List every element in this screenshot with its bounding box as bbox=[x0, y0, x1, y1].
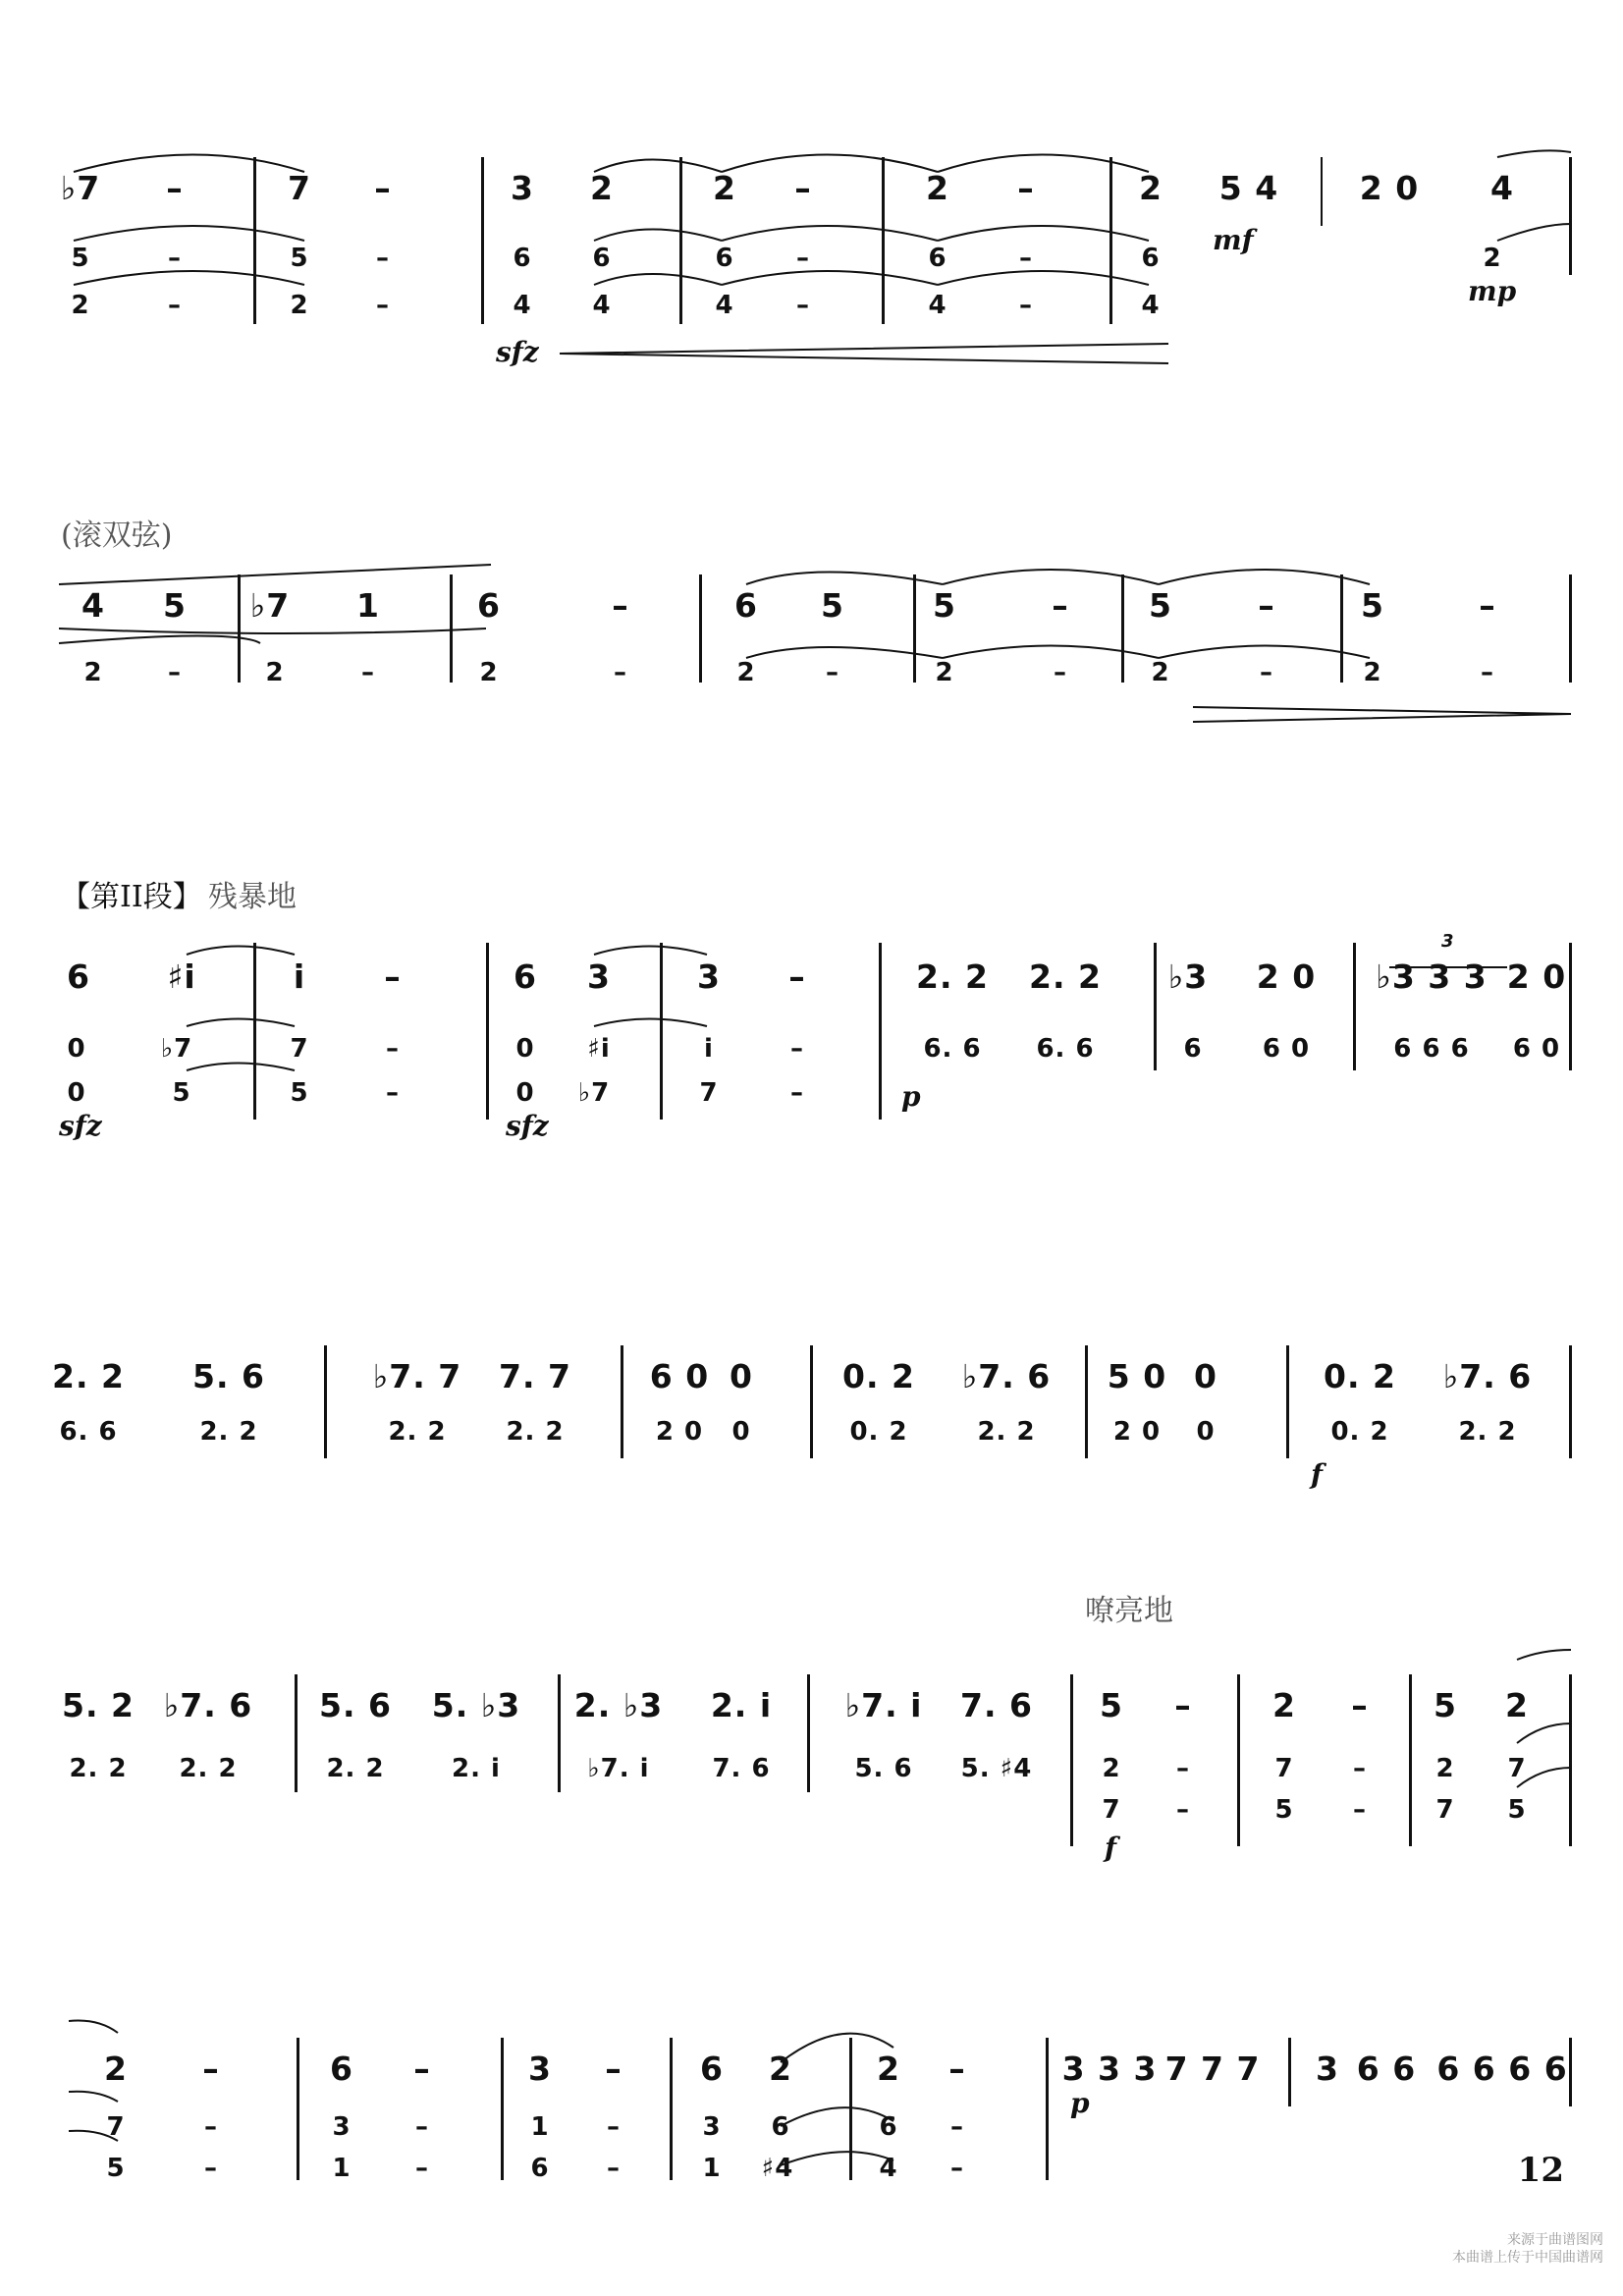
barline bbox=[1154, 943, 1157, 1070]
note: – bbox=[386, 1078, 400, 1108]
note: 5 bbox=[1507, 1795, 1527, 1825]
note: 7 bbox=[1435, 1795, 1455, 1825]
note: 4 bbox=[715, 291, 734, 320]
slur bbox=[69, 2021, 118, 2034]
note: 2 bbox=[479, 658, 499, 687]
note: 2. ♭3 bbox=[573, 1686, 664, 1724]
note: 2. 2 bbox=[506, 1417, 565, 1447]
note: 4 bbox=[879, 2154, 898, 2183]
note: 2. 2 bbox=[179, 1754, 238, 1783]
note: – bbox=[796, 244, 810, 273]
note: – bbox=[950, 2154, 964, 2183]
staff-bot bbox=[0, 1080, 1623, 1123]
note: – bbox=[1353, 1754, 1367, 1783]
note: 0 bbox=[515, 1034, 535, 1064]
note: 6 bbox=[928, 244, 947, 273]
note: 2 bbox=[1435, 1754, 1455, 1783]
barline bbox=[324, 1345, 327, 1458]
staff-top bbox=[0, 169, 1623, 215]
note: – bbox=[1353, 1795, 1367, 1825]
slur bbox=[938, 155, 1149, 173]
slur bbox=[1159, 570, 1370, 584]
note: ♭3 3 3 bbox=[1376, 957, 1488, 996]
slur bbox=[74, 155, 304, 173]
note: 2 bbox=[265, 658, 285, 687]
note: 5 bbox=[1149, 586, 1172, 625]
note: 5 bbox=[821, 586, 844, 625]
note: 5 0 bbox=[1107, 1357, 1167, 1395]
note: 2. 2 bbox=[977, 1417, 1036, 1447]
barline bbox=[670, 2038, 673, 2180]
barline bbox=[849, 2038, 852, 2180]
note: – bbox=[788, 957, 806, 996]
staff-bot bbox=[0, 660, 1623, 703]
triplet-number: 3 bbox=[1441, 931, 1454, 952]
note: 2 bbox=[104, 2050, 128, 2088]
barline bbox=[1569, 157, 1572, 275]
note: – bbox=[794, 169, 812, 207]
barline bbox=[481, 157, 484, 324]
note: 2 bbox=[290, 291, 309, 320]
note: – bbox=[1260, 658, 1273, 687]
watermark bbox=[1452, 2231, 1603, 2267]
note: ♯i bbox=[167, 957, 196, 996]
note: 6 bbox=[879, 2112, 898, 2142]
note: 5 bbox=[1361, 586, 1384, 625]
note: – bbox=[1176, 1754, 1190, 1783]
note: – bbox=[1176, 1795, 1190, 1825]
section-label: 【第II段】 bbox=[61, 880, 202, 914]
note: ♭7. i bbox=[844, 1686, 923, 1724]
watermark-text: 来源于曲谱图网 bbox=[1507, 2232, 1603, 2248]
barline bbox=[253, 943, 256, 1120]
note: 5. 6 bbox=[854, 1754, 913, 1783]
note: ♭7 bbox=[249, 586, 291, 625]
note: 6 bbox=[477, 586, 501, 625]
note: 2 bbox=[83, 658, 103, 687]
note: 6 6 bbox=[1356, 2050, 1417, 2088]
dynamic-mark: p bbox=[1070, 2087, 1090, 2119]
barline bbox=[879, 943, 882, 1120]
barline bbox=[501, 2038, 504, 2180]
note: 6 bbox=[734, 586, 758, 625]
note: 5 bbox=[1274, 1795, 1294, 1825]
note: – bbox=[605, 2050, 622, 2088]
note: 6 bbox=[1183, 1034, 1203, 1064]
note: 6 0 bbox=[1512, 1034, 1561, 1064]
dynamic-mark: f bbox=[1311, 1458, 1324, 1491]
note: – bbox=[1351, 1686, 1369, 1724]
note: 6. 6 bbox=[59, 1417, 118, 1447]
note: 6 bbox=[1141, 244, 1161, 273]
slur bbox=[594, 947, 707, 956]
barline bbox=[1321, 157, 1323, 226]
dynamic-mark: sfz bbox=[496, 336, 539, 368]
barline bbox=[1409, 1674, 1412, 1846]
note: 2 bbox=[1151, 658, 1170, 687]
slur bbox=[59, 636, 260, 644]
barline bbox=[253, 157, 256, 324]
note: 7 bbox=[290, 1034, 309, 1064]
note: 7 bbox=[1102, 1795, 1121, 1825]
note: 3 bbox=[1316, 2050, 1339, 2088]
note: 4 bbox=[81, 586, 105, 625]
note: – bbox=[384, 957, 402, 996]
note: 2. 2 bbox=[916, 957, 989, 996]
slur bbox=[1159, 646, 1370, 659]
barline bbox=[1569, 943, 1572, 1070]
barline bbox=[486, 943, 489, 1120]
note: 6 6 6 bbox=[1393, 1034, 1470, 1064]
barline bbox=[810, 1345, 813, 1458]
staff-bot bbox=[0, 2156, 1623, 2199]
barline bbox=[1288, 2038, 1291, 2106]
note: 2. 2 bbox=[1029, 957, 1102, 996]
note: 7 bbox=[699, 1078, 719, 1108]
barline bbox=[1046, 2038, 1049, 2180]
barline bbox=[679, 157, 682, 324]
staff-mid bbox=[0, 1036, 1623, 1079]
barline bbox=[1085, 1345, 1088, 1458]
barline bbox=[1286, 1345, 1289, 1458]
slur bbox=[594, 230, 722, 242]
note: 7. 7 bbox=[499, 1357, 571, 1395]
note: 0 bbox=[515, 1078, 535, 1108]
barline bbox=[1070, 1674, 1073, 1846]
note: 2. i bbox=[710, 1686, 773, 1724]
note: 2 bbox=[1363, 658, 1382, 687]
barline bbox=[1569, 1674, 1572, 1846]
note: 0 bbox=[731, 1417, 751, 1447]
note: ♯4 bbox=[761, 2154, 794, 2183]
note: 3 bbox=[702, 2112, 722, 2142]
note: – bbox=[826, 658, 839, 687]
note: 2. 2 bbox=[69, 1754, 128, 1783]
note: – bbox=[168, 291, 182, 320]
note: – bbox=[1052, 586, 1069, 625]
barline bbox=[1569, 2038, 1572, 2106]
note: – bbox=[1174, 1686, 1192, 1724]
barline bbox=[1569, 574, 1572, 683]
note: ♭3 bbox=[1167, 957, 1209, 996]
note: 6 bbox=[530, 2154, 550, 2183]
note: 2 bbox=[877, 2050, 900, 2088]
note: 3 3 3 bbox=[1061, 2050, 1158, 2088]
note: 5 bbox=[933, 586, 956, 625]
note: 7 bbox=[106, 2112, 126, 2142]
note: – bbox=[376, 244, 390, 273]
note: – bbox=[950, 2112, 964, 2142]
note: 2. 2 bbox=[388, 1417, 447, 1447]
note: – bbox=[1258, 586, 1275, 625]
expression-label: 残暴地 bbox=[208, 880, 297, 914]
note: 2. i bbox=[452, 1754, 501, 1783]
note: – bbox=[948, 2050, 966, 2088]
note: 0 bbox=[1194, 1357, 1217, 1395]
watermark-text: 本曲谱上传于中国曲谱网 bbox=[1452, 2250, 1603, 2267]
slur bbox=[594, 1019, 707, 1027]
barline bbox=[882, 157, 885, 324]
note: 5 bbox=[290, 1078, 309, 1108]
note: 3 bbox=[332, 2112, 352, 2142]
note: 4 bbox=[928, 291, 947, 320]
technique-label: (滚双弦) bbox=[61, 519, 173, 553]
note: 6 bbox=[771, 2112, 790, 2142]
note: i bbox=[704, 1034, 714, 1064]
barline bbox=[1237, 1674, 1240, 1846]
note: ♭7. 6 bbox=[961, 1357, 1052, 1395]
note: 6. 6 bbox=[923, 1034, 982, 1064]
note: 2 bbox=[1102, 1754, 1121, 1783]
slur bbox=[938, 226, 1149, 241]
note: 4 bbox=[1141, 291, 1161, 320]
note: 4 bbox=[1490, 169, 1514, 207]
note: 6 0 bbox=[1262, 1034, 1311, 1064]
note: 1 bbox=[702, 2154, 722, 2183]
note: 2 0 bbox=[1506, 957, 1567, 996]
barline bbox=[450, 574, 453, 683]
note: 6 bbox=[514, 957, 537, 996]
decrescendo-hairpin bbox=[560, 344, 1168, 363]
note: ♭7 bbox=[160, 1034, 193, 1064]
note: – bbox=[796, 291, 810, 320]
note: ♭7 bbox=[577, 1078, 611, 1108]
note: 5 bbox=[290, 244, 309, 273]
note: 1 bbox=[356, 586, 380, 625]
note: 5 bbox=[71, 244, 90, 273]
note: 3 bbox=[528, 2050, 552, 2088]
note: – bbox=[415, 2154, 429, 2183]
slur bbox=[1517, 1650, 1571, 1660]
note: 2 bbox=[1483, 244, 1502, 273]
note: – bbox=[790, 1034, 804, 1064]
note: 6 bbox=[67, 957, 90, 996]
note: 5. 6 bbox=[319, 1686, 392, 1724]
barline bbox=[1109, 157, 1112, 324]
note: 6. 6 bbox=[1036, 1034, 1095, 1064]
staff-mid bbox=[0, 2114, 1623, 2158]
note: – bbox=[1017, 169, 1035, 207]
note: i bbox=[293, 957, 306, 996]
note: – bbox=[1479, 586, 1496, 625]
slur bbox=[1497, 224, 1571, 241]
note: ♭7. 6 bbox=[163, 1686, 253, 1724]
note: 5 bbox=[1434, 1686, 1457, 1724]
staff-top bbox=[0, 957, 1623, 1004]
slur bbox=[943, 646, 1159, 659]
note: 3 bbox=[587, 957, 611, 996]
note: 2 bbox=[926, 169, 949, 207]
note: 2 0 bbox=[1112, 1417, 1162, 1447]
staff-mid bbox=[0, 246, 1623, 289]
note: 0 bbox=[67, 1034, 86, 1064]
note: 2 bbox=[935, 658, 954, 687]
note: – bbox=[204, 2154, 218, 2183]
note: ♭7. 6 bbox=[1442, 1357, 1533, 1395]
note: – bbox=[376, 291, 390, 320]
slur bbox=[943, 570, 1159, 584]
note: 2 bbox=[1272, 1686, 1296, 1724]
dynamic-mark: sfz bbox=[506, 1110, 549, 1142]
note: 4 bbox=[513, 291, 532, 320]
note: 2. 2 bbox=[52, 1357, 125, 1395]
note: 7. 6 bbox=[960, 1686, 1033, 1724]
note: 0. 2 bbox=[1324, 1357, 1396, 1395]
note: 2 bbox=[1139, 169, 1163, 207]
note: 5. ♭3 bbox=[431, 1686, 521, 1724]
barline bbox=[558, 1674, 561, 1792]
note: 5 bbox=[1100, 1686, 1123, 1724]
staff-bot bbox=[0, 293, 1623, 336]
note: 1 bbox=[332, 2154, 352, 2183]
slur bbox=[187, 947, 295, 956]
note: 2. 2 bbox=[326, 1754, 385, 1783]
note: 6 6 6 6 bbox=[1436, 2050, 1568, 2088]
dynamic-mark: mf bbox=[1213, 224, 1254, 256]
note: – bbox=[612, 586, 629, 625]
note: 6 bbox=[513, 244, 532, 273]
note: 5 bbox=[172, 1078, 191, 1108]
note: 7. 6 bbox=[712, 1754, 771, 1783]
note: 5 bbox=[163, 586, 187, 625]
note: ♭7. i bbox=[587, 1754, 650, 1783]
note: – bbox=[413, 2050, 431, 2088]
slur bbox=[722, 226, 938, 241]
barline bbox=[1121, 574, 1124, 683]
barline bbox=[297, 2038, 299, 2180]
slur bbox=[59, 565, 491, 584]
note: – bbox=[168, 658, 182, 687]
slur bbox=[1497, 150, 1571, 157]
note: 0 bbox=[67, 1078, 86, 1108]
note: 3 bbox=[511, 169, 534, 207]
barline bbox=[699, 574, 702, 683]
note: – bbox=[166, 169, 184, 207]
note: 5. 6 bbox=[192, 1357, 265, 1395]
note: 2 bbox=[71, 291, 90, 320]
note: 2. 2 bbox=[1458, 1417, 1517, 1447]
note: – bbox=[361, 658, 375, 687]
staff-top bbox=[0, 2052, 1623, 2096]
note: – bbox=[415, 2112, 429, 2142]
note: – bbox=[790, 1078, 804, 1108]
staff-mid bbox=[0, 1756, 1623, 1799]
note: 0. 2 bbox=[1330, 1417, 1389, 1447]
note: – bbox=[607, 2154, 621, 2183]
barline bbox=[1340, 574, 1343, 683]
barline bbox=[621, 1345, 623, 1458]
note: 2 bbox=[1505, 1686, 1529, 1724]
note: 5 4 bbox=[1218, 169, 1279, 207]
note: 5. 2 bbox=[62, 1686, 135, 1724]
decrescendo-hairpin bbox=[1193, 707, 1571, 722]
note: 2 0 bbox=[1359, 169, 1420, 207]
note: 6 bbox=[700, 2050, 724, 2088]
note: 2 bbox=[713, 169, 736, 207]
note: – bbox=[1054, 658, 1067, 687]
barline bbox=[660, 943, 663, 1120]
dynamic-mark: sfz bbox=[59, 1110, 102, 1142]
note: – bbox=[202, 2050, 220, 2088]
barline bbox=[1569, 1345, 1572, 1458]
slur bbox=[187, 1019, 295, 1027]
note: 5 bbox=[106, 2154, 126, 2183]
note: 7 bbox=[288, 169, 311, 207]
slur bbox=[722, 155, 938, 173]
note: 0. 2 bbox=[849, 1417, 908, 1447]
note: – bbox=[168, 244, 182, 273]
note: 6 bbox=[330, 2050, 353, 2088]
dynamic-mark: f bbox=[1105, 1831, 1117, 1864]
dynamic-mark: mp bbox=[1468, 275, 1517, 307]
barline bbox=[1353, 943, 1356, 1070]
page-number: 12 bbox=[1517, 2151, 1564, 2190]
note: 0 bbox=[1196, 1417, 1216, 1447]
note: 5. ♯4 bbox=[960, 1754, 1033, 1783]
note: 7 7 7 bbox=[1164, 2050, 1261, 2088]
slur bbox=[74, 226, 304, 241]
note: – bbox=[386, 1034, 400, 1064]
note: – bbox=[607, 2112, 621, 2142]
note: ♯i bbox=[587, 1034, 611, 1064]
note: ♭7 bbox=[60, 169, 101, 207]
note: 2 bbox=[769, 2050, 792, 2088]
note: 2 0 bbox=[1256, 957, 1317, 996]
note: 6 0 bbox=[649, 1357, 710, 1395]
note: – bbox=[204, 2112, 218, 2142]
note: 7 bbox=[1274, 1754, 1294, 1783]
note: ♭7. 7 bbox=[372, 1357, 462, 1395]
note: – bbox=[614, 658, 627, 687]
barline bbox=[913, 574, 916, 683]
barline bbox=[238, 574, 241, 683]
barline bbox=[295, 1674, 298, 1792]
note: 2 0 bbox=[655, 1417, 704, 1447]
barline bbox=[807, 1674, 810, 1792]
note: – bbox=[1019, 291, 1033, 320]
note: 6 bbox=[592, 244, 612, 273]
note: 7 bbox=[1507, 1754, 1527, 1783]
staff-top bbox=[0, 1686, 1623, 1732]
expression-label: 嘹亮地 bbox=[1085, 1594, 1173, 1628]
note: 2. 2 bbox=[199, 1417, 258, 1447]
note: 2 bbox=[590, 169, 614, 207]
note: 2 bbox=[736, 658, 756, 687]
note: 6 bbox=[715, 244, 734, 273]
note: 0 bbox=[730, 1357, 753, 1395]
dynamic-mark: p bbox=[901, 1080, 921, 1113]
staff-bot bbox=[0, 1797, 1623, 1840]
note: 1 bbox=[530, 2112, 550, 2142]
note: 4 bbox=[592, 291, 612, 320]
note: 0. 2 bbox=[842, 1357, 915, 1395]
note: 3 bbox=[697, 957, 721, 996]
note: – bbox=[374, 169, 392, 207]
note: – bbox=[1019, 244, 1033, 273]
staff-top bbox=[0, 586, 1623, 632]
note: – bbox=[1481, 658, 1494, 687]
